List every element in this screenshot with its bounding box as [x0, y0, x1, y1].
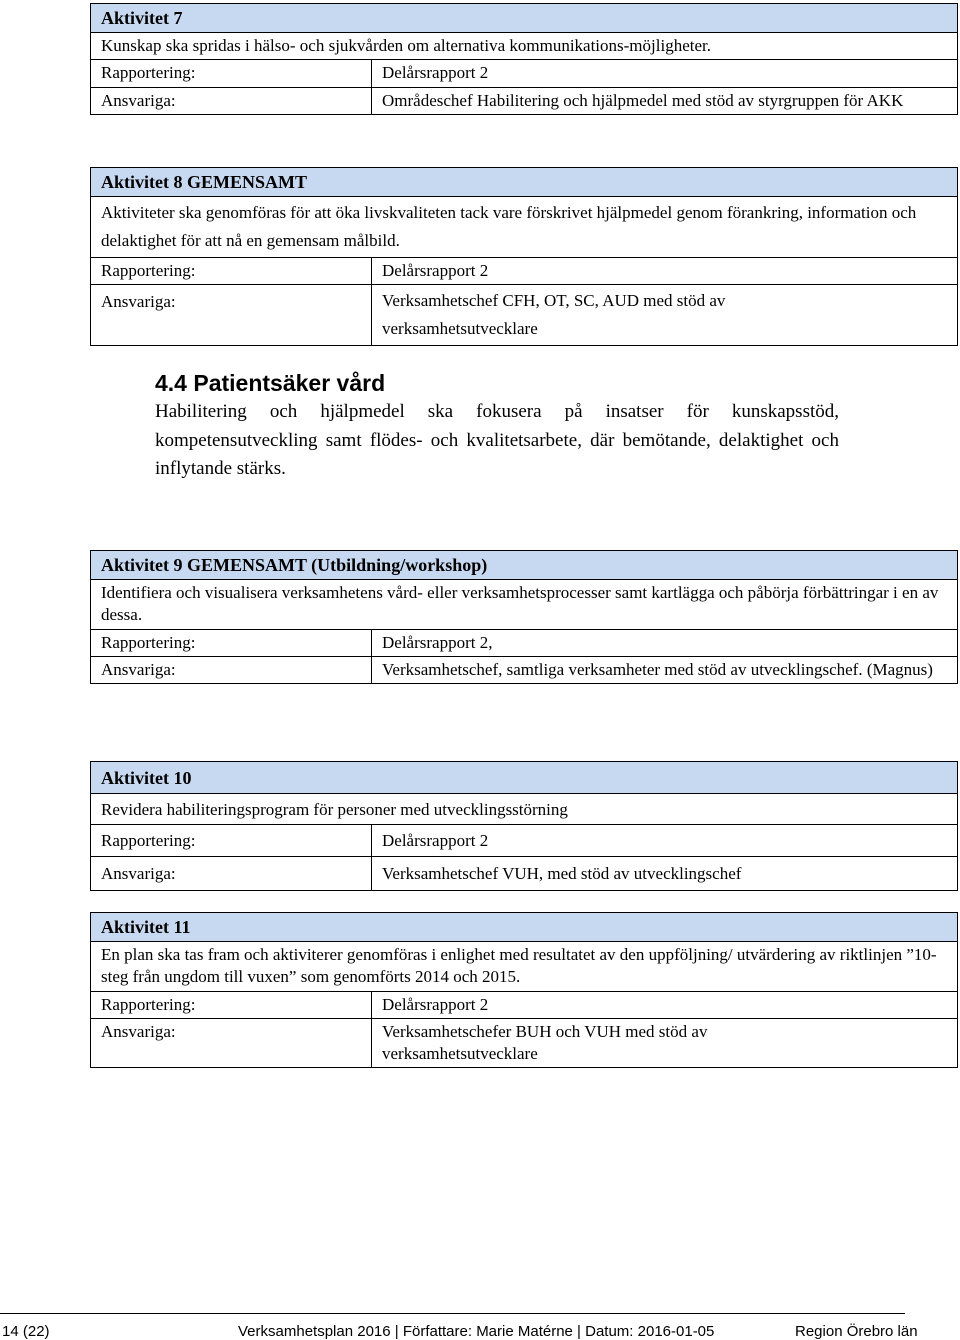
- rapportering-value: Delårsrapport 2: [372, 258, 958, 285]
- rapportering-label: Rapportering:: [91, 991, 372, 1018]
- ansvariga-label: Ansvariga:: [91, 656, 372, 683]
- activity-description: Revidera habiliteringsprogram för personer med utvecklingsstörning: [91, 794, 958, 825]
- section-body: Habilitering och hjälpmedel ska fokusera på insatser för kunskapsstöd, kompetensutveckling samt flödes- och kvalitetsarbete, där bemötande, delaktighet och inflytande stärks.: [155, 401, 839, 479]
- ansvariga-value: Verksamhetschef VUH, med stöd av utvecklingschef: [372, 856, 958, 890]
- ansvariga-label: Ansvariga:: [91, 1018, 372, 1067]
- ansvariga-label: Ansvariga:: [91, 856, 372, 890]
- footer-organization: Region Örebro län: [795, 1323, 918, 1340]
- footer-document-info: Verksamhetsplan 2016 | Författare: Marie Matérne | Datum: 2016-01-05: [238, 1323, 715, 1340]
- activity-10-table: [90, 761, 958, 891]
- activity-7-table: [90, 3, 958, 115]
- activity-title: Aktivitet 11: [91, 913, 958, 942]
- ansvariga-value: Verksamhetschef CFH, OT, SC, AUD med stöd av verksamhetsutvecklare: [372, 285, 958, 346]
- ansvariga-value: Verksamhetschefer BUH och VUH med stöd av verksamhetsutvecklare: [372, 1018, 958, 1067]
- rapportering-label: Rapportering:: [91, 825, 372, 856]
- footer-page-number: 14 (22): [2, 1323, 50, 1340]
- rapportering-label: Rapportering:: [91, 60, 372, 87]
- rapportering-value: Delårsrapport 2: [372, 60, 958, 87]
- activity-title: Aktivitet 9 GEMENSAMT (Utbildning/workshop): [91, 551, 958, 580]
- section-heading: 4.4 Patientsäker vård: [155, 370, 386, 396]
- ansvariga-label: Ansvariga:: [91, 87, 372, 114]
- activity-title: Aktivitet 8 GEMENSAMT: [91, 168, 958, 197]
- ansvariga-value: Områdeschef Habilitering och hjälpmedel med stöd av styrgruppen för AKK: [372, 87, 958, 114]
- activity-title: Aktivitet 7: [91, 4, 958, 33]
- activity-9-table: [90, 550, 958, 684]
- activity-description: Kunskap ska spridas i hälso- och sjukvården om alternativa kommunikations-möjligheter.: [91, 33, 958, 60]
- rapportering-value: Delårsrapport 2: [372, 991, 958, 1018]
- rapportering-value: Delårsrapport 2,: [372, 629, 958, 656]
- activity-description: Aktiviteter ska genomföras för att öka livskvaliteten tack vare förskrivet hjälpmedel genom förankring, information och delaktighet för att nå en gemensam målbild.: [91, 197, 958, 258]
- rapportering-label: Rapportering:: [91, 258, 372, 285]
- footer-divider: [0, 1313, 905, 1314]
- activity-title: Aktivitet 10: [91, 762, 958, 794]
- activity-description: Identifiera och visualisera verksamhetens vård- eller verksamhetsprocesser samt kartlägga och påbörja förbättringar i en av dessa.: [91, 580, 958, 629]
- ansvariga-label: Ansvariga:: [91, 285, 372, 346]
- rapportering-value: Delårsrapport 2: [372, 825, 958, 856]
- activity-8-table: [90, 167, 958, 346]
- activity-description: En plan ska tas fram och aktiviterer genomföras i enlighet med resultatet av den uppföljning/ utvärdering av riktlinjen ”10-steg från ungdom till vuxen” som genomförts 2014 och 2015.: [91, 942, 958, 991]
- ansvariga-value: Verksamhetschef, samtliga verksamheter med stöd av utvecklingschef. (Magnus): [372, 656, 958, 683]
- activity-11-table: [90, 912, 958, 1068]
- rapportering-label: Rapportering:: [91, 629, 372, 656]
